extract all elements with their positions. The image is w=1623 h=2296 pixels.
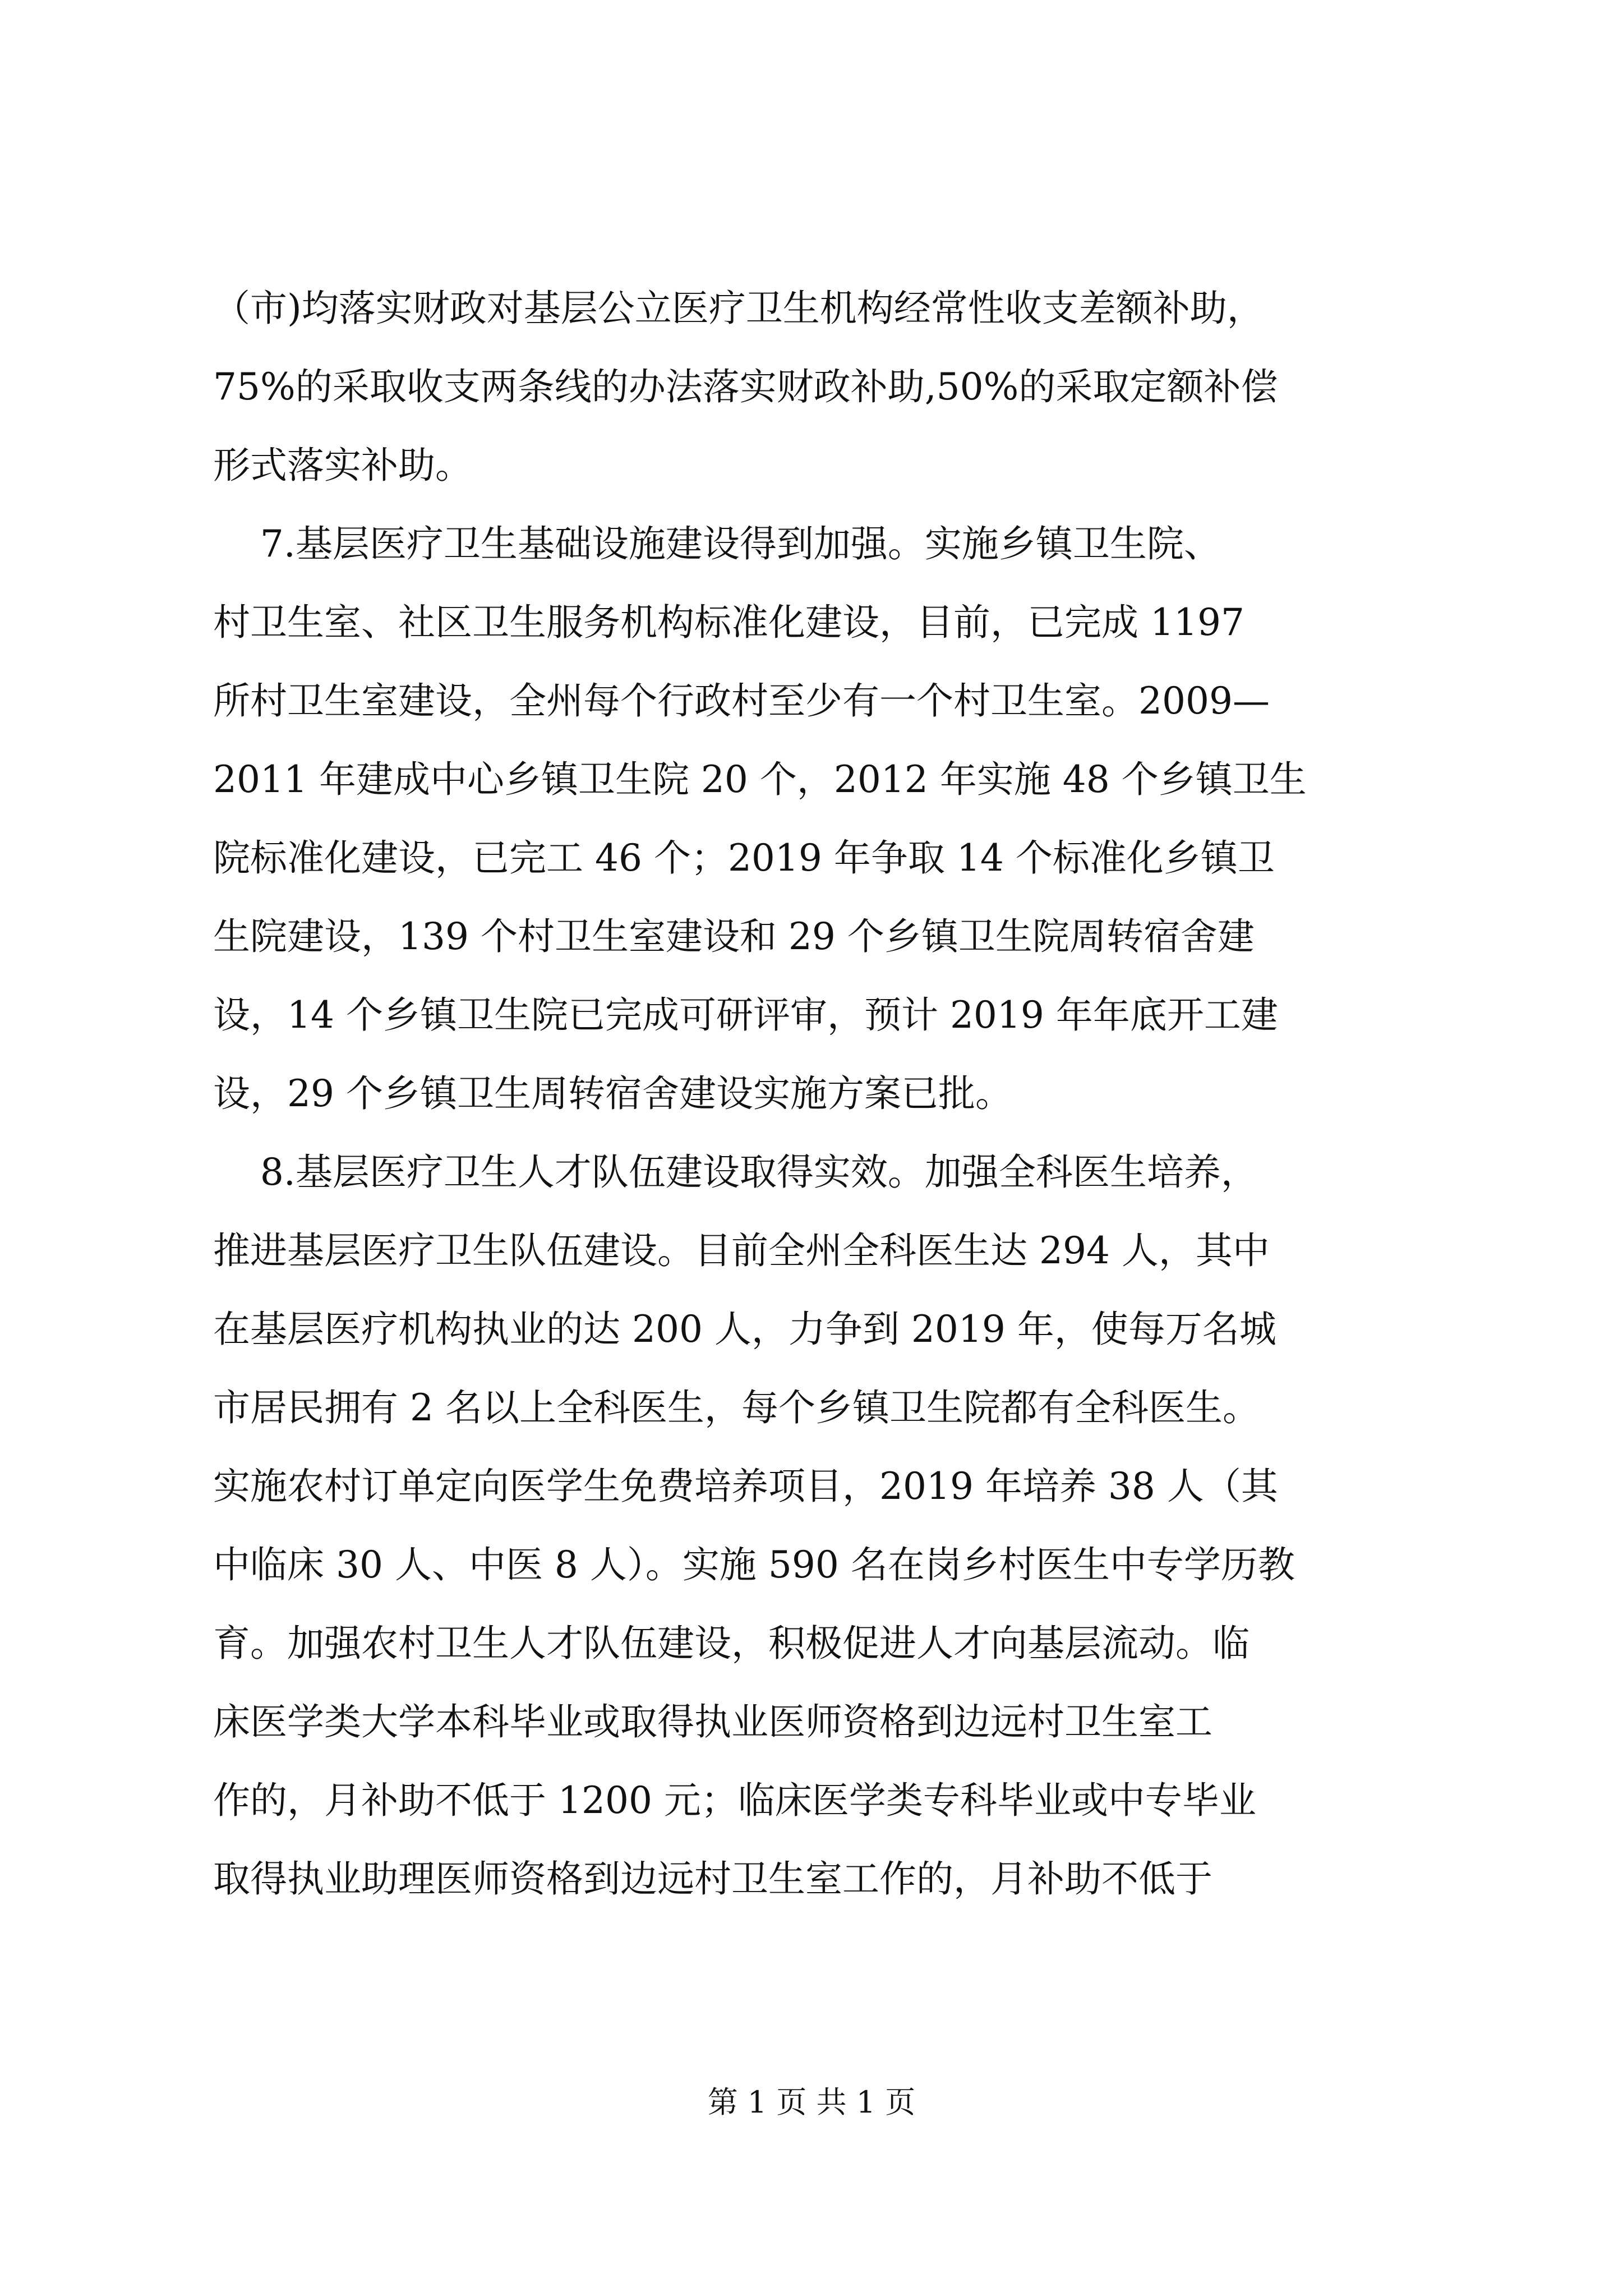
text-line: 在基层医疗机构执业的达 200 人，力争到 2019 年，使每万名城 bbox=[213, 1308, 1276, 1351]
text-line: 生院建设，139 个村卫生室建设和 29 个乡镇卫生院周转宿舍建 bbox=[213, 915, 1255, 958]
page-number-footer: 第 1 页 共 1 页 bbox=[707, 2085, 916, 2120]
text-line: 2011 年建成中心乡镇卫生院 20 个，2012 年实施 48 个乡镇卫生 bbox=[213, 758, 1307, 801]
text-line: 市居民拥有 2 名以上全科医生，每个乡镇卫生院都有全科医生。 bbox=[213, 1386, 1260, 1429]
text-line: 75%的采取收支两条线的办法落实财政补助,50%的采取定额补偿 bbox=[213, 365, 1278, 408]
text-line: 8.基层医疗卫生人才队伍建设取得实效。加强全科医生培养， bbox=[213, 1151, 1258, 1194]
text-line: 设，14 个乡镇卫生院已完成可研评审，预计 2019 年年底开工建 bbox=[213, 993, 1278, 1037]
text-line: 实施农村订单定向医学生免费培养项目，2019 年培养 38 人（其 bbox=[213, 1465, 1278, 1508]
text-line: 中临床 30 人、中医 8 人）。实施 590 名在岗乡村医生中专学历教 bbox=[213, 1543, 1295, 1586]
text-line: 7.基层医疗卫生基础设施建设得到加强。实施乡镇卫生院、 bbox=[213, 522, 1221, 565]
text-line: 形式落实补助。 bbox=[213, 444, 472, 487]
text-line: 推进基层医疗卫生队伍建设。目前全州全科医生达 294 人，其中 bbox=[213, 1229, 1270, 1272]
text-line: 设，29 个乡镇卫生周转宿舍建设实施方案已批。 bbox=[213, 1072, 1012, 1115]
text-line: 床医学类大学本科毕业或取得执业医师资格到边远村卫生室工 bbox=[213, 1700, 1212, 1743]
text-line: 村卫生室、社区卫生服务机构标准化建设，目前，已完成 1197 bbox=[213, 601, 1244, 644]
text-line: 取得执业助理医师资格到边远村卫生室工作的，月补助不低于 bbox=[213, 1857, 1212, 1901]
text-line: （市)均落实财政对基层公立医疗卫生机构经常性收支差额补助， bbox=[213, 287, 1264, 330]
text-line: 作的，月补助不低于 1200 元；临床医学类专科毕业或中专毕业 bbox=[213, 1779, 1256, 1822]
text-line: 院标准化建设，已完工 46 个；2019 年争取 14 个标准化乡镇卫 bbox=[213, 836, 1275, 880]
text-line: 所村卫生室建设，全州每个行政村至少有一个村卫生室。2009— bbox=[213, 679, 1270, 723]
text-line: 育。加强农村卫生人才队伍建设，积极促进人才向基层流动。临 bbox=[213, 1622, 1249, 1665]
document-body bbox=[213, 269, 1424, 1918]
